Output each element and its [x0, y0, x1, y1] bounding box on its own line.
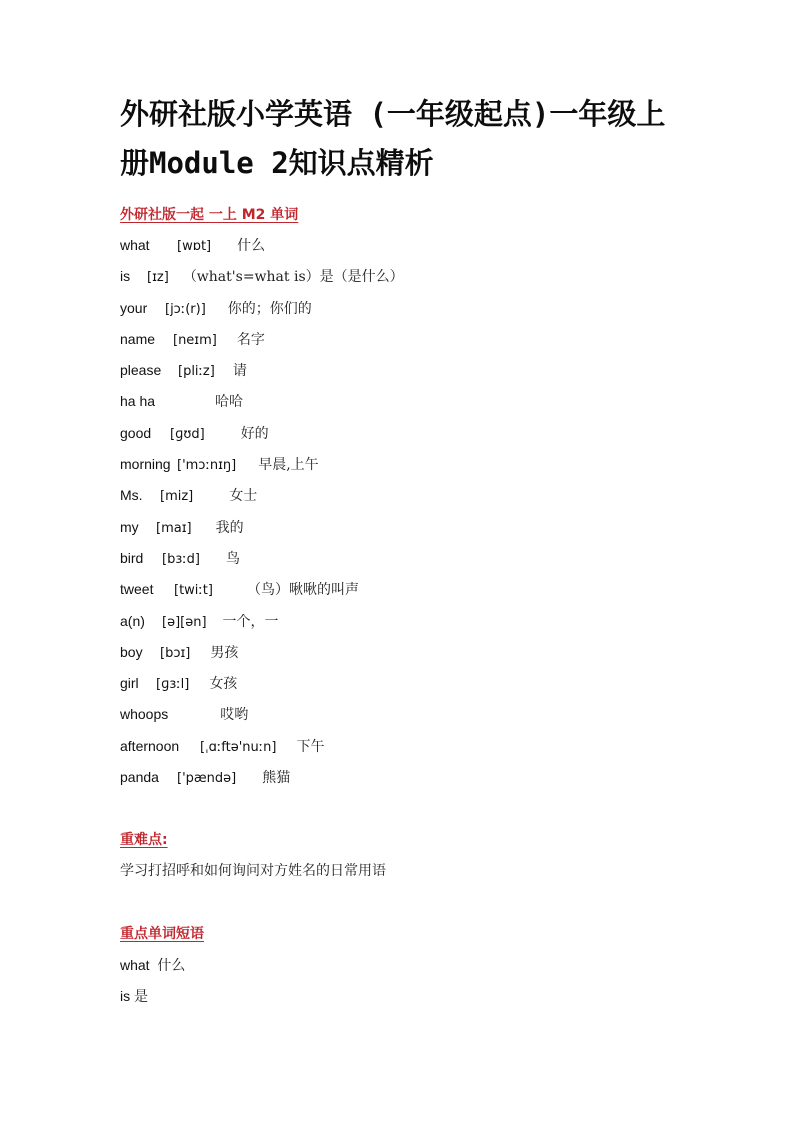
vocab-row: [120, 361, 404, 392]
vocab-row: [120, 768, 404, 799]
vocab-phonetic: [bɔɪ]: [160, 645, 191, 661]
vocab-phonetic: [ɡʊd]: [170, 426, 205, 442]
vocab-meaning: 熊猫: [262, 770, 291, 787]
vocab-phonetic: [jɔː(r)]: [165, 301, 206, 317]
vocab-word: good: [120, 424, 152, 441]
vocab-phonetic: [miz]: [160, 489, 194, 505]
vocab-word: bird: [120, 549, 144, 566]
vocab-meaning: 女士: [229, 488, 258, 505]
vocab-meaning: 早晨,上午: [258, 457, 319, 474]
phrase-item: [120, 986, 148, 1006]
document-title: 外研社版小学英语 (一年级起点)一年级上册Module 2知识点精析: [120, 97, 666, 180]
vocab-row: [120, 299, 404, 330]
difficulty-text: 学习打招呼和如何询问对方姓名的日常用语: [120, 863, 386, 879]
difficulty-heading: 重难点:: [120, 832, 168, 848]
vocab-phonetic: [maɪ]: [156, 520, 192, 536]
vocab-row: [120, 643, 404, 674]
vocab-word: panda: [120, 769, 159, 786]
vocab-word: name: [120, 330, 156, 347]
vocab-phonetic: [ə][ən]: [162, 614, 207, 630]
vocab-meaning: 鸟: [225, 550, 240, 567]
vocab-phonetic: [neɪm]: [173, 332, 217, 348]
vocab-word: what: [120, 237, 150, 253]
vocab-meaning: （what's=what is）是（是什么）: [182, 269, 404, 286]
vocab-phonetic: [bɜːd]: [162, 551, 200, 567]
vocab-row: [120, 267, 404, 298]
vocab-meaning: 一个，一: [222, 613, 279, 630]
vocab-phonetic: [twiːt]: [174, 583, 213, 599]
vocab-meaning: 哈哈: [215, 394, 244, 411]
vocab-meaning: 下午: [296, 738, 325, 755]
vocab-phonetic: [wɒt]: [177, 239, 212, 254]
vocab-meaning: 哎哟: [220, 707, 249, 724]
phrases-heading: 重点单词短语: [120, 926, 204, 942]
vocab-meaning: 我的: [215, 519, 244, 536]
phrase-item: [120, 955, 185, 975]
phrase-meaning: 是: [134, 989, 149, 1005]
vocab-word: a(n): [120, 612, 145, 629]
vocab-row: [120, 518, 404, 549]
vocab-meaning: 女孩: [209, 676, 238, 693]
vocab-word: girl: [120, 675, 139, 692]
vocab-word: tweet: [120, 581, 154, 598]
vocab-word: ha ha: [120, 393, 156, 410]
vocab-meaning: （鸟）啾啾的叫声: [246, 582, 359, 599]
vocab-meaning: 你的；你们的: [227, 300, 312, 317]
vocab-word: your: [120, 299, 148, 316]
vocab-row: [120, 705, 404, 736]
phrase-word: is: [120, 988, 131, 1004]
vocab-list: [120, 236, 404, 799]
phrase-word: what: [120, 957, 150, 973]
vocab-row: [120, 236, 404, 267]
vocab-phonetic: [ˌɑːftə'nuːn]: [200, 739, 277, 755]
vocab-heading: 外研社版一起 一上 M2 单词: [120, 207, 299, 223]
vocab-word: morning: [120, 456, 171, 473]
vocab-word: Ms.: [120, 487, 143, 504]
vocab-row: [120, 424, 404, 455]
vocab-row: [120, 674, 404, 705]
phrase-meaning: 什么: [157, 958, 186, 974]
vocab-word: afternoon: [120, 737, 180, 754]
vocab-phonetic: [ɪz]: [147, 270, 169, 286]
vocab-phonetic: ['pændə]: [177, 771, 237, 787]
vocab-word: my: [120, 518, 139, 535]
vocab-row: [120, 549, 404, 580]
vocab-word: whoops: [120, 706, 169, 723]
vocab-meaning: 请: [232, 363, 247, 380]
vocab-word: boy: [120, 643, 143, 660]
vocab-word: is: [120, 268, 131, 285]
vocab-row: [120, 455, 404, 486]
vocab-phonetic: ['mɔːnɪŋ]: [177, 458, 237, 474]
vocab-row: [120, 580, 404, 611]
vocab-meaning: 好的: [240, 425, 269, 442]
vocab-row: [120, 330, 404, 361]
vocab-phonetic: [pliːz]: [178, 364, 215, 380]
vocab-meaning: 名字: [236, 331, 265, 348]
vocab-row: [120, 612, 404, 643]
vocab-word: please: [120, 362, 162, 379]
vocab-meaning: 男孩: [210, 644, 239, 661]
vocab-row: [120, 392, 404, 423]
vocab-meaning: 什么: [237, 238, 266, 254]
vocab-row: [120, 486, 404, 517]
vocab-phonetic: [ɡɜːl]: [156, 677, 190, 693]
vocab-row: [120, 737, 404, 768]
